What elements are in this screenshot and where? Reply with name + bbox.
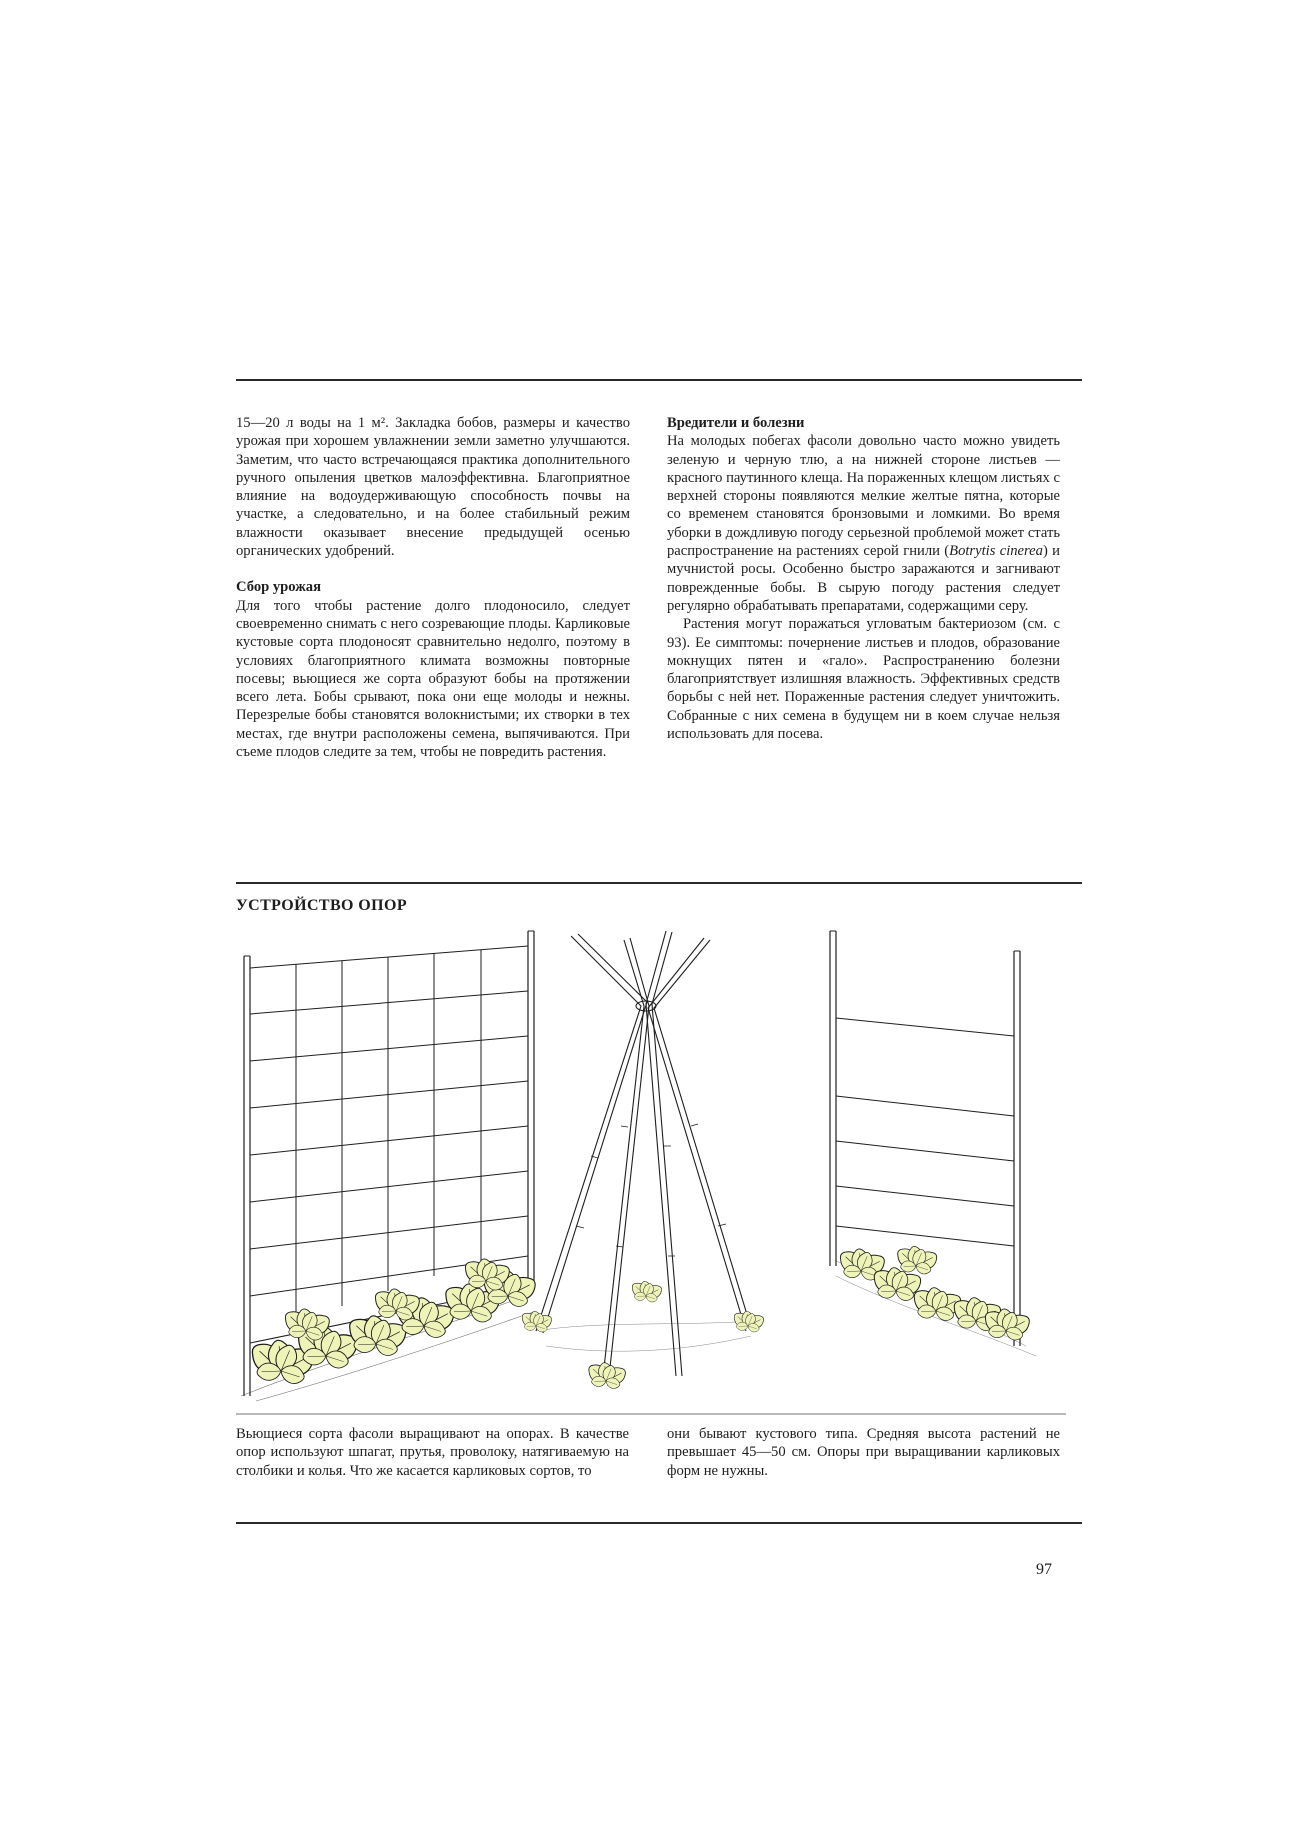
heading-pests: Вредители и болезни — [667, 415, 805, 431]
latin-name-botrytis: Botrytis cinerea — [949, 543, 1043, 560]
heading-harvest: Сбор урожая — [236, 579, 322, 596]
section-rule — [236, 882, 1082, 884]
bottom-rule — [236, 1522, 1082, 1524]
plants-left — [245, 1257, 539, 1385]
caption-right-text: они бывают кустового типа. Средняя высота растений не превышает 45—50 см. Опоры при выращивании карликовых форм не нужны. — [667, 1426, 1060, 1479]
right-paragraph-1-text-b: ) и мучнистой росы. Особенно быстро заражаются и загнивают поврежденные бобы. В сырую погоду растения следует регулярно обрабатывать препаратами, содержащими серу. — [667, 543, 1060, 614]
left-paragraph-2: Для того чтобы растение долго плодоносило, следует своевременно снимать с него созревающие плоды. Карликовые кустовые сорта плодоносят сравнительно недолго, поэтому в условиях благоприятного климата возможны повторные посевы; вьющиеся же сорта образуют бобы на протяжении всего лета. Бобы срывают, пока они еще молоды и нежны. Перезрелые бобы становятся волокнистыми; их створки в тех местах, где внутри расположены семена, выпячиваются. При съеме плодов следите за тем, чтобы не повредить растения. — [236, 597, 630, 761]
caption-left — [236, 1425, 629, 1480]
right-paragraph-1 — [667, 432, 1060, 615]
pole-teepee — [536, 931, 752, 1386]
soil-middle — [536, 1321, 756, 1351]
caption-left-text: Вьющиеся сорта фасоли выращивают на опорах. В качестве опор используют шпагат, прутья, проволоку, натягиваемую на столбики и колья. Что же касается карликовых сортов, то — [236, 1426, 629, 1479]
left-paragraph-1: 15—20 л воды на 1 м². Закладка бобов, размеры и качество урожая при хорошем увлажнении земли заметно улучшаются. Заметим, что часто встречающаяся практика дополнительного ручного опыления цветков малоэффективна. Благоприятное влияние на водоудерживающую способность почвы на участке, а следовательно, и на более стабильный режим влажности оказывает внесение предыдущей осенью органических удобрений. — [236, 415, 630, 560]
left-column-top — [236, 414, 630, 761]
right-paragraph-1-text-a: На молодых побегах фасоли довольно часто можно увидеть зеленую и черную тлю, а на нижней стороне листьев — красного паутинного клеща. На пораженных клещом листьях с верхней стороны появляются мелкие желтые пятна, которые со временем становятся бронзовыми и ломкими. Во время уборки в дождливую погоду серьезной проблемой может стать распространение на растениях серой гнили ( — [667, 433, 1060, 560]
supports-illustration — [236, 926, 1066, 1416]
right-paragraph-2: Растения могут поражаться угловатым бактериозом (см. с 93). Ее симптомы: почернение листьев и плодов, образование мокнущих пятен и «гало». Распространению болезни благоприятствует излишняя влажность. Эффективных средств борьбы с ней нет. Пораженные растения следует уничтожить. Собранные с них семена в будущем ни в коем случае нельзя использовать для посева. — [667, 616, 1060, 743]
top-rule — [236, 379, 1082, 381]
caption-right — [667, 1425, 1060, 1480]
plants-middle — [519, 1280, 766, 1389]
wire-support — [830, 931, 1020, 1346]
page-number: 97 — [1036, 1561, 1052, 1578]
right-column-top — [667, 414, 1060, 743]
section-title: УСТРОЙСТВО ОПОР — [236, 897, 407, 914]
plants-right — [835, 1245, 1033, 1341]
